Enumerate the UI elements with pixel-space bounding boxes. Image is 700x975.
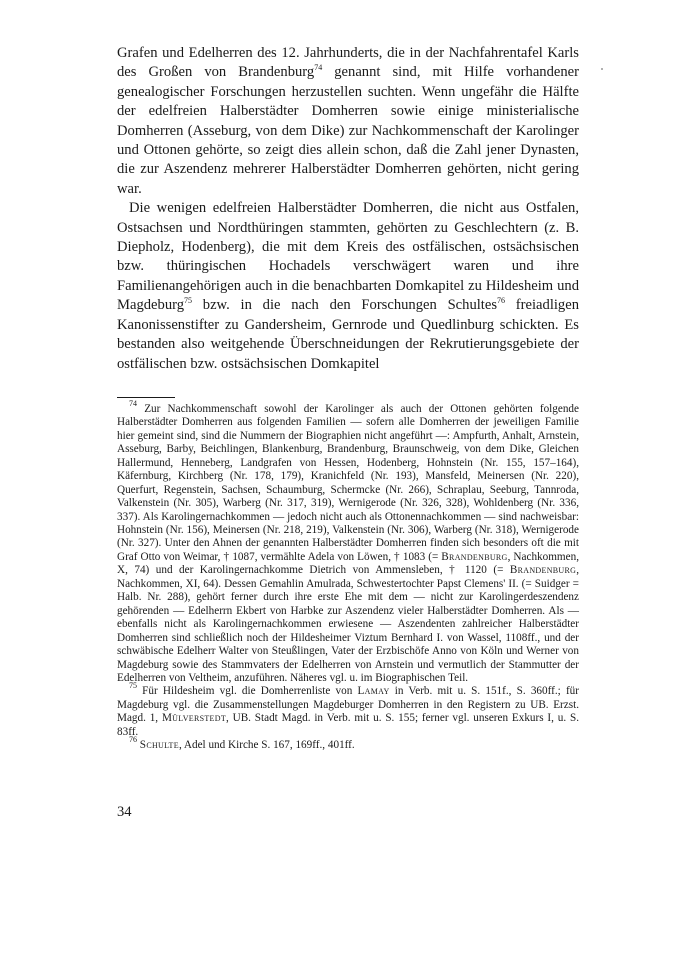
footnote-75-number: 75 (129, 681, 137, 691)
footnote-ref-75[interactable]: 75 (184, 296, 193, 306)
paragraph-1-text-b: genannt sind, mit Hilfe vorhandener genealogischer Forschungen herzustellen suchten. Wenn ungefähr die Hälfte der edelfreien Halberstädter Domherren sowie einige ministerialische Domherren (Asseburg, von dem Dike) zur Nachkommenschaft der Karolinger und Ottonen gehörte, so zeigt dies allein schon, daß die Zahl jener Dynasten, die zur Aszendenz mehrerer Halberstädter Domherren gehörten, nicht gering war. (117, 64, 580, 197)
footnote-76-author: Schulte (139, 739, 179, 752)
footnote-75-author-1: Lamay (357, 685, 390, 698)
page-body (117, 44, 579, 753)
paragraph-2-text-c: freiadligen Kanonissenstifter zu Gandersheim, Gernrode und Quedlinburg schickten. Es bestanden also weitgehende Überschneidungen der Rekrutierungsgebiete der ostfälischen bzw. ostsächsischen Domkapitel (117, 297, 580, 372)
page-number: 34 (117, 804, 132, 820)
footnote-74-author-1: Brandenburg (441, 550, 508, 563)
footnote-ref-76[interactable]: 76 (497, 296, 506, 306)
footnote-75 (117, 681, 579, 739)
margin-dot (601, 68, 603, 70)
footnote-ref-74[interactable]: 74 (314, 63, 323, 73)
paragraph-2-text-a: Die wenigen edelfreien Halberstädter Domherren, die nicht aus Ostfalen, Ostsachsen und Nordthüringen stammten, gehörten zu Geschlechtern (z. B. Diepholz, Hodenberg), die mit dem Kreis des ostfälischen, ostsächsischen bzw. thüringischen Hochadels verschwägert waren und ihre Familienangehörigen auch in die benachbarten Domkapitel zu Hildesheim und Magdeburg (117, 200, 579, 314)
footnotes (117, 398, 579, 753)
footnote-74-text-c: , Nachkommen, XI, 64). Dessen Gemahlin Amulrada, Schwestertochter Papst Clemens' II. (= Suidger = Halb. Nr. 288), gehört ferner durch ihre erste Ehe mit dem — nicht zur Karolingerdeszendenz gehörenden — Edelherrn Ekbert von Harbke zur Aszendenz vieler Halberstädter Domherren. Als — ebenfalls nicht als Karolingernachkommen erwiesene — Aszendenten zahlreicher Halberstädter Domherren sind schließlich noch der Hildesheimer Viztum Bernhard I. von Wassel, 1108ff., und der schwäbische Edelherr Walter von Steußlingen, Vater der Erzbischöfe Anno von Köln und Werner von Magdeburg sowie des Stammvaters der Edelherren von Arnstein und vermutlich der Stammutter der Edelherren von Veltheim, anzuführen. Näheres vgl. u. im Biographischen Teil. (117, 564, 579, 684)
paragraph-2 (117, 199, 579, 374)
footnote-74-author-2: Brandenburg (509, 564, 577, 577)
main-text (117, 44, 579, 374)
footnote-divider (117, 397, 175, 398)
paragraph-1-text-a: Grafen und Edelherren des 12. Jahrhunderts, die in der Nachfahrentafel Karls des Großen von Brandenburg (117, 45, 579, 81)
footnote-75-text-c: , UB. Stadt Magd. in Verb. mit u. S. 155; ferner vgl. unseren Exkurs I, u. S. 83ff. (117, 712, 579, 738)
paragraph-2-text-b: bzw. in die nach den Forschungen Schultes (192, 297, 498, 314)
footnote-75-text-b: in Verb. mit u. S. 151f., S. 360ff.; für Magdeburg vgl. die Zusammenstellungen Magdeburger Domherren in den Registern zu UB. Erzst. Magd. 1, (117, 685, 579, 725)
footnote-75-text-a: Für Hildesheim vgl. die Domherrenliste von (137, 685, 358, 698)
paragraph-1 (117, 44, 579, 199)
footnote-76 (117, 735, 579, 752)
footnote-74-text-a: Zur Nachkommenschaft sowohl der Karolinger als auch der Ottonen gehörten folgende Halberstädter Domherren aus folgenden Familien — sofern alle Domherren der jeweiligen Familie hier gemeint sind, sind die Nummern der Biographien nicht angeführt —: Ampfurth, Anhalt, Arnstein, Asseburg, Barby, Beichlingen, Blankenburg, Brandenburg, Braunschweig, von dem Dike, Gleichen Hallermund, Henneberg, Landgrafen von Hessen, Hodenberg, Hohnstein (Nr. 155, 157–164), Käfernburg, Kirchberg (Nr. 178, 179), Kranichfeld (Nr. 193), Mansfeld, Meinersen (Nr. 220), Querfurt, Regenstein, Sachsen, Schaumburg, Schermcke (Nr. 266), Schraplau, Seeburg, Tannroda, Valkenstein (Nr. 305), Warberg (Nr. 317, 319), Wernigerode (Nr. 326, 328), Wohldenberg (Nr. 336, 337). Als Karolingernachkommen — jedoch nicht auch als Ottonennachkommen — sind nachweisbar: Hohnstein (Nr. 156), Meinersen (Nr. 218, 219), Valkenstein (Nr. 306), Warberg (Nr. 318), Wernigerode (Nr. 327). Unter den Ahnen der genannten Halberstädter Domherren finden sich besonders oft die mit Graf Otto von Weimar, † 1087, vermählte Adela von Löwen, † 1083 (= (117, 402, 579, 563)
footnote-74-number: 74 (129, 398, 137, 408)
footnote-75-author-2: Mülverstedt (161, 712, 227, 725)
footnote-74-text-b: , Nachkommen, X, 74) und der Karolingernachkomme Dietrich von Ammensleben, † 1120 (= (117, 550, 579, 577)
footnote-76-number: 76 (129, 735, 137, 745)
footnote-74 (117, 398, 579, 686)
footnote-76-text: , Adel und Kirche S. 167, 169ff., 401ff. (178, 739, 355, 752)
